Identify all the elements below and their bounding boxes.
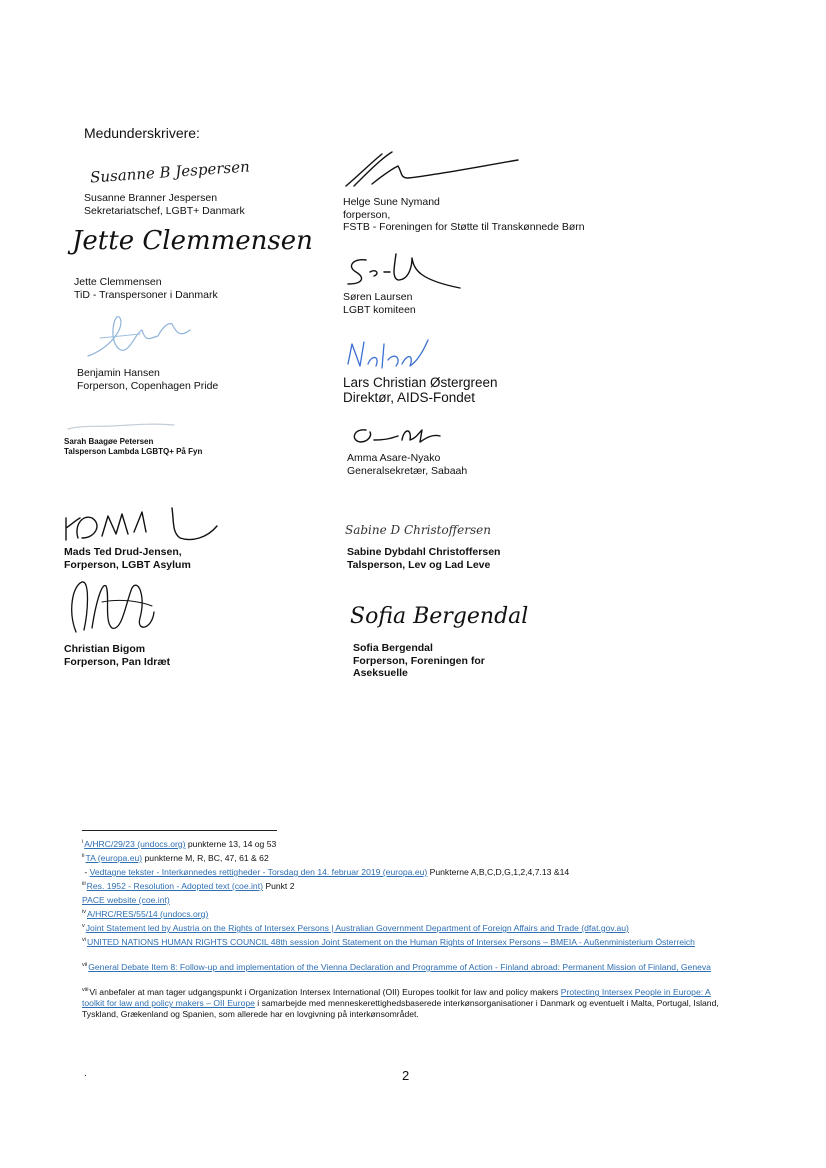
signature-jette: Jette Clemmensen (72, 226, 313, 256)
footnote-separator (82, 830, 277, 831)
signatory-helge (343, 196, 585, 234)
footnote-vii (82, 962, 732, 973)
footnote-iii (82, 881, 732, 892)
footnote-link[interactable]: Joint Statement led by Austria on the Rights of Intersex Persons | Australian Government Department of Foreign Affairs and Trade (dfat.gov.au) (85, 923, 629, 933)
footnote-iv (82, 909, 732, 920)
signatory-title: Talsperson Lambda LGBTQ+ På Fyn (64, 447, 203, 456)
signatory-name: Amma Asare-Nyako (347, 452, 441, 464)
footnote-viii (82, 987, 732, 1021)
signature-amma (346, 424, 446, 454)
signatory-name: Benjamin Hansen (77, 367, 160, 379)
signatory-name: Jette Clemmensen (74, 276, 162, 288)
signatory-title-org: Aseksuelle (353, 667, 408, 679)
signatory-name: Søren Laursen (343, 291, 413, 303)
footnote-iii-continued (82, 895, 732, 906)
signatory-jette (74, 276, 218, 301)
signature-soren (340, 250, 470, 295)
footnote-marker: iii (82, 881, 86, 888)
footnote-text: punkterne 13, 14 og 53 (185, 839, 277, 849)
footnote-marker: vi (82, 937, 86, 944)
signatory-title: forperson, (343, 208, 391, 221)
signatory-title: Direktør, AIDS-Fondet (343, 390, 476, 405)
signature-helge (342, 148, 522, 193)
footnote-ii-continued (82, 867, 732, 878)
signatory-name: Susanne Branner Jespersen (84, 192, 218, 204)
signature-sarah (62, 417, 182, 437)
signature-lars (344, 334, 434, 379)
signatory-soren (343, 291, 416, 316)
footnote-link[interactable]: Res. 1952 - Resolution - Adopted text (coe.int) (86, 881, 263, 891)
signatory-title: Sekretariatschef, LGBT+ Danmark (84, 204, 245, 217)
signatory-title-org: FSTB - Foreningen for Støtte til Transkønnede Børn (343, 221, 585, 233)
footnote-link[interactable]: General Debate Item 8: Follow-up and implementation of the Vienna Declaration and Programme of Action - Finland abroad: Permanent Mission of Finland, Geneva (88, 962, 711, 972)
stray-mark: . (84, 1068, 87, 1079)
signatory-sofia (353, 642, 485, 680)
signatory-title: Forperson, Copenhagen Pride (77, 379, 219, 392)
signatory-christian (64, 643, 170, 668)
footnote-text: i samarbejde med menneskerettighedsbaserede interkønsorganisationer i Danmark og eventuelt i Malta, Portugal, Island, Tyskland, Grækenland og Spanien, som allerede har en lovgivning på interkønsområdet. (82, 998, 719, 1020)
signature-susanne: Susanne B Jespersen (89, 157, 251, 187)
signature-sofia: Sofia Bergendal (350, 604, 529, 629)
footnote-link[interactable]: UNITED NATIONS HUMAN RIGHTS COUNCIL 48th session Joint Statement on the Human Rights of Intersex Persons – BMEIA - Außenministerium Österreich (86, 937, 695, 947)
signatory-name: Sofia Bergendal (353, 642, 433, 654)
signature-christian (62, 572, 162, 642)
footnote-text: Vi anbefaler at man tager udgangspunkt i Organization Intersex International (OII) Europes toolkit for law and policy makers (89, 987, 561, 997)
footnote-link[interactable]: Vedtagne tekster - Interkønnedes rettigheder - Torsdag den 14. februar 2019 (europa.eu) (89, 867, 428, 877)
footnote-prefix: - (82, 867, 90, 877)
footnote-marker: v (82, 923, 85, 930)
signatory-name: Helge Sune Nymand (343, 196, 440, 208)
signatory-mads (64, 546, 191, 571)
signatory-title: Talsperson, Lev og Lad Leve (347, 558, 491, 571)
footnote-link[interactable]: A/HRC/RES/55/14 (undocs.org) (86, 909, 209, 919)
signature-benjamin (80, 308, 200, 368)
signatory-benjamin (77, 367, 218, 392)
signatory-amma (347, 452, 467, 477)
signatory-name: Sarah Baagøe Petersen (64, 437, 154, 446)
footnote-link[interactable]: Protecting Intersex People in Europe: A toolkit for law and policy makers – OII Europe (82, 987, 711, 1009)
signature-sabine: Sabine D Christoffersen (345, 523, 491, 537)
footnote-marker: ii (82, 853, 85, 860)
signatory-title: TiD - Transpersoner i Danmark (74, 288, 218, 301)
footnote-i (82, 839, 732, 850)
footnote-marker: iv (82, 909, 86, 916)
signature-mads (62, 498, 222, 548)
signatory-name: Sabine Dybdahl Christoffersen (347, 546, 501, 558)
footnote-marker: vii (82, 962, 88, 969)
cosigners-heading: Medunderskrivere: (84, 125, 200, 141)
signatory-susanne (84, 192, 245, 217)
signatory-title: Forperson, Foreningen for (353, 654, 485, 667)
footnote-marker: viii (82, 987, 89, 994)
footnote-text: punkterne M, R, BC, 47, 61 & 62 (142, 853, 269, 863)
signatory-name: Mads Ted Drud-Jensen, (64, 546, 182, 558)
signatory-name: Christian Bigom (64, 643, 146, 655)
footnote-link[interactable]: PACE website (coe.int) (82, 895, 170, 905)
footnote-link[interactable]: TA (europa.eu) (85, 853, 143, 863)
footnote-text: Punkterne A,B,C,D,G,1,2,4,7.13 &14 (427, 867, 570, 877)
signatory-title: Forperson, LGBT Asylum (64, 558, 191, 571)
signatory-name: Lars Christian Østergreen (343, 375, 498, 390)
footnote-link[interactable]: A/HRC/29/23 (undocs.org) (84, 839, 186, 849)
signatory-title: Forperson, Pan Idræt (64, 655, 171, 668)
footnote-v (82, 923, 732, 934)
page-number: 2 (402, 1068, 410, 1083)
footnote-marker: i (82, 839, 84, 846)
signatory-lars (343, 375, 498, 405)
signatory-sarah (64, 437, 202, 457)
footnote-vi (82, 937, 732, 948)
signatory-title: LGBT komiteen (343, 303, 416, 316)
signatory-sabine (347, 546, 500, 571)
footnote-text: Punkt 2 (262, 881, 295, 891)
signatory-title: Generalsekretær, Sabaah (347, 464, 468, 477)
footnote-ii (82, 853, 732, 864)
